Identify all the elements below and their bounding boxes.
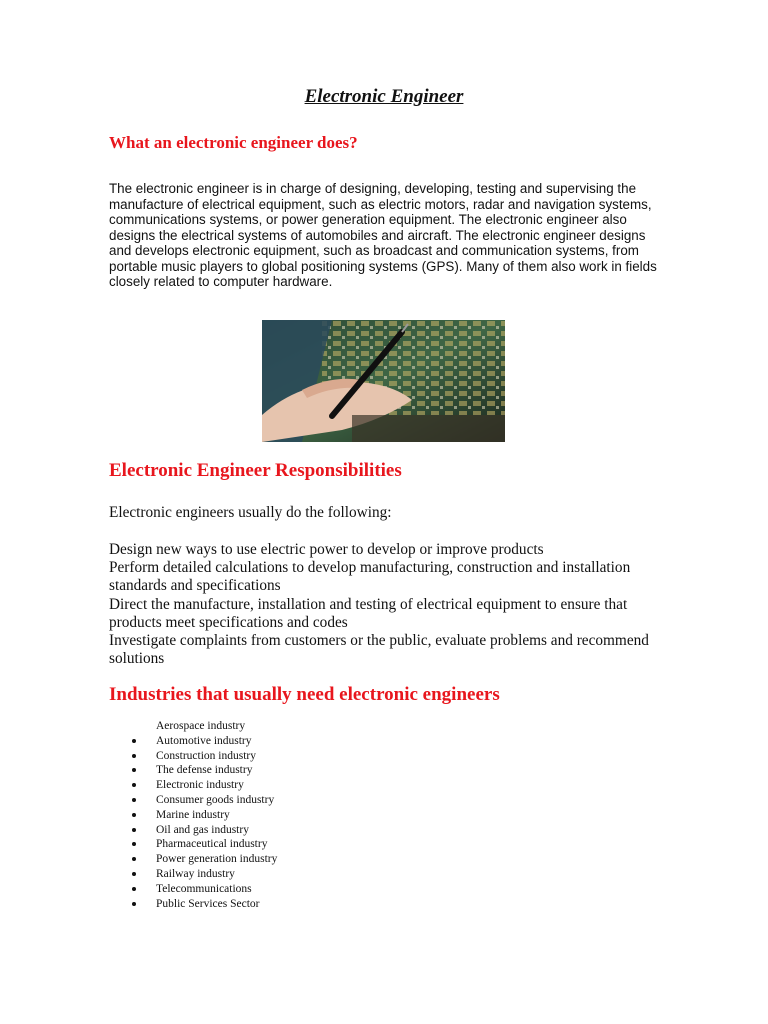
list-item bbox=[130, 837, 277, 852]
document-title: Electronic Engineer bbox=[304, 86, 464, 107]
list-item bbox=[130, 867, 277, 882]
list-item: Direct the manufacture, installation and testing of electrical equipment to ensure that products meet specifications and codes bbox=[109, 595, 628, 631]
list-item-label: Automotive industry bbox=[156, 734, 252, 747]
list-item bbox=[130, 793, 277, 808]
list-item bbox=[130, 719, 277, 734]
list-item-label: Telecommunications bbox=[156, 882, 252, 895]
bullet-icon bbox=[132, 783, 136, 787]
bullet-icon bbox=[132, 813, 136, 817]
description-paragraph: The electronic engineer is in charge of designing, developing, testing and supervising the manufacture of electrical equipment, such as electric motors, radar and navigation systems, communications systems, or power generation equipment. The electronic engineer also designs the electrical systems of automobiles and aircraft. The electronic engineer designs and develops electronic equipment, such as broadcast and communication systems, from portable music players to global positioning systems (GPS). Many of them also work in fields closely related to computer hardware. bbox=[109, 181, 657, 289]
list-item: Design new ways to use electric power to develop or improve products bbox=[109, 541, 544, 558]
bullet-icon bbox=[132, 739, 136, 743]
list-item-label: Power generation industry bbox=[156, 853, 278, 866]
list-item-label: Public Services Sector bbox=[156, 897, 260, 910]
list-item-label: Consumer goods industry bbox=[156, 793, 275, 806]
section-heading-what: What an electronic engineer does? bbox=[109, 133, 358, 152]
list-item bbox=[130, 882, 277, 897]
list-item bbox=[130, 749, 277, 764]
bullet-icon bbox=[132, 828, 136, 832]
responsibilities-list bbox=[109, 541, 669, 668]
list-item-label: Marine industry bbox=[156, 808, 230, 821]
list-item-label: The defense industry bbox=[156, 764, 253, 777]
list-item bbox=[130, 823, 277, 838]
list-item-label: Pharmaceutical industry bbox=[156, 838, 268, 851]
section-heading-responsibilities: Electronic Engineer Responsibilities bbox=[109, 460, 402, 481]
bullet-icon bbox=[132, 754, 136, 758]
list-item: Investigate complaints from customers or the public, evaluate problems and recommend solutions bbox=[109, 632, 649, 668]
list-item-label: Aerospace industry bbox=[156, 720, 246, 732]
list-item bbox=[130, 734, 277, 749]
list-item-label: Oil and gas industry bbox=[156, 823, 249, 836]
list-item-label: Railway industry bbox=[156, 867, 235, 880]
bullet-icon bbox=[132, 768, 136, 772]
bullet-icon bbox=[132, 798, 136, 802]
list-item bbox=[130, 778, 277, 793]
bullet-icon bbox=[132, 842, 136, 846]
bullet-icon bbox=[132, 887, 136, 891]
list-item bbox=[130, 808, 277, 823]
section-heading-industries: Industries that usually need electronic engineers bbox=[109, 684, 500, 705]
bullet-icon bbox=[132, 902, 136, 906]
list-item bbox=[130, 852, 277, 867]
circuit-board-photo bbox=[262, 320, 505, 442]
bullet-icon bbox=[132, 872, 136, 876]
bullet-icon bbox=[132, 857, 136, 861]
industries-list bbox=[130, 719, 277, 911]
list-item-label: Construction industry bbox=[156, 749, 256, 762]
list-item-label: Electronic industry bbox=[156, 779, 244, 792]
list-item bbox=[130, 897, 277, 912]
responsibilities-intro: Electronic engineers usually do the following: bbox=[109, 504, 392, 521]
list-item: Perform detailed calculations to develop manufacturing, construction and installation standards and specifications bbox=[109, 559, 631, 595]
list-item bbox=[130, 763, 277, 778]
